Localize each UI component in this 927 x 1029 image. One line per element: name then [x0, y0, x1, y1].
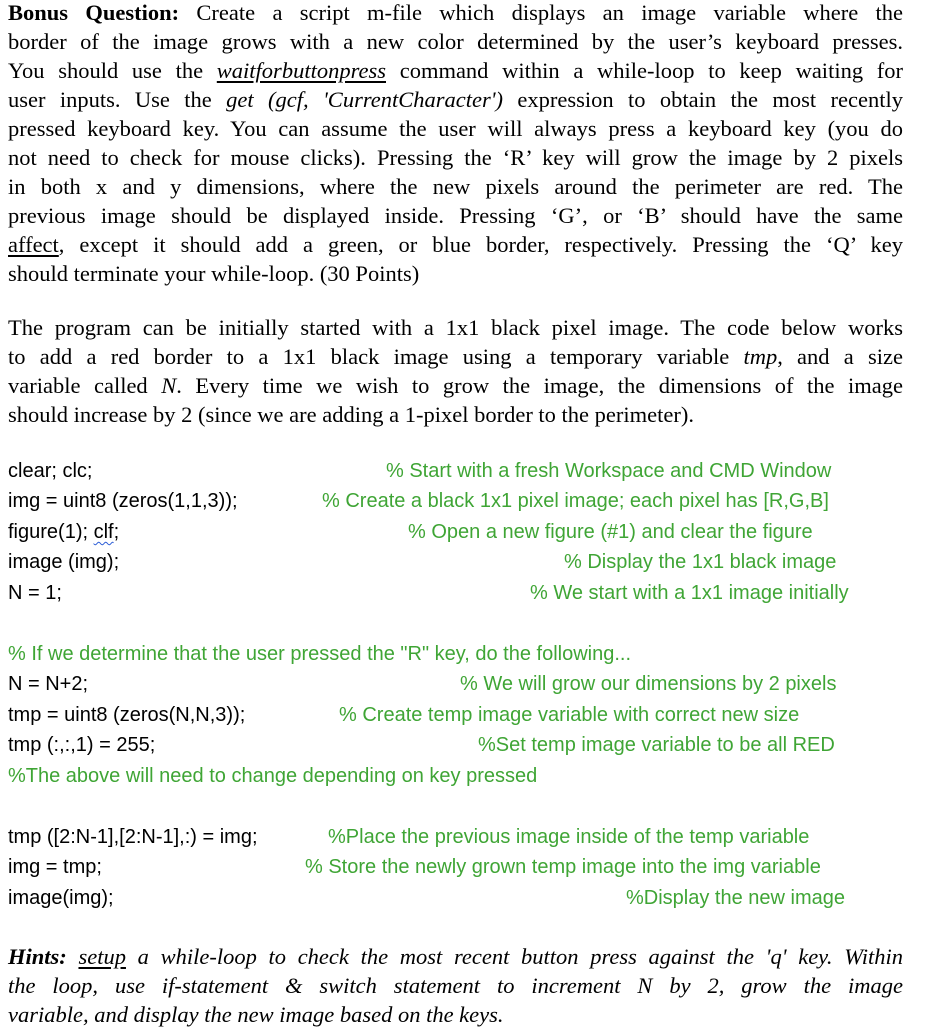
bonus-question-paragraph [8, 0, 903, 288]
code-block-place-image [8, 822, 903, 913]
code-text: figure(1); clf; [8, 520, 120, 543]
code-block-r-key [8, 639, 903, 791]
code-text: tmp (:,:,1) = 255; [8, 734, 156, 757]
waitforbuttonpress-term: waitforbuttonpress [216, 58, 386, 83]
intro-line-2: to add a red border to a 1x1 black image using a temporary variable tmp, and a size [8, 344, 903, 369]
code-text: N = 1; [8, 581, 62, 604]
code-row [8, 456, 903, 486]
code-comment: %Set temp image variable to be all RED [478, 734, 835, 757]
bonus-line-10: should terminate your while-loop. (30 Points) [8, 261, 420, 286]
intro-paragraph [8, 313, 903, 429]
bonus-line-7: in both x and y dimensions, where the new pixels around the perimeter are red. The [8, 174, 903, 199]
intro-line-1: The program can be initially started with a 1x1 black pixel image. The code below works [8, 315, 903, 340]
code-row [8, 547, 903, 577]
hints-line-2: the loop, use if-statement & switch statement to increment N by 2, grow the image [8, 973, 903, 998]
code-comment: % If we determine that the user pressed the "R" key, do the following... [8, 643, 632, 665]
code-comment: %Place the previous image inside of the temp variable [328, 826, 810, 848]
bonus-line-5: pressed keyboard key. You can assume the user will always press a keyboard key (you do [8, 116, 903, 141]
tmp-variable: tmp [743, 344, 778, 369]
code-comment: % Start with a fresh Workspace and CMD Window [386, 460, 832, 482]
code-comment: % We start with a 1x1 image initially [530, 581, 849, 604]
affect-word: affect [8, 232, 59, 257]
n-variable: N [161, 373, 177, 398]
hints-paragraph [8, 942, 903, 1029]
code-block-setup [8, 456, 903, 608]
code-text: tmp = uint8 (zeros(N,N,3)); [8, 703, 246, 726]
code-text: image(img); [8, 886, 114, 909]
bonus-line-6: not need to check for mouse clicks). Pressing the ‘R’ key will grow the image by 2 pixels [8, 145, 903, 170]
clf-word: clf [93, 520, 114, 543]
code-row [8, 669, 903, 699]
code-text: tmp ([2:N-1],[2:N-1],:) = img; [8, 826, 258, 848]
hints-label: Hints: [8, 944, 67, 969]
bonus-question-label: Bonus Question: [8, 0, 180, 25]
get-current-character-expression: get (gcf, 'CurrentCharacter') [226, 87, 504, 112]
code-comment: % Store the newly grown temp image into the img variable [305, 856, 821, 879]
bonus-line-4: user inputs. Use the get (gcf, 'CurrentCharacter') expression to obtain the most recently [8, 87, 904, 112]
code-row [8, 761, 903, 791]
code-text: clear; clc; [8, 460, 93, 482]
bonus-line-1: Bonus Question: Create a script m-file which displays an image variable where the [8, 0, 903, 25]
bonus-line-8: previous image should be displayed inside. Pressing ‘G’, or ‘B’ should have the same [8, 203, 903, 228]
code-comment: % Create a black 1x1 pixel image; each pixel has [R,G,B] [322, 490, 829, 513]
code-text: img = uint8 (zeros(1,1,3)); [8, 490, 238, 513]
code-row [8, 730, 903, 760]
code-text: N = N+2; [8, 673, 89, 696]
code-comment: %Display the new image [626, 886, 845, 909]
code-comment: % Display the 1x1 black image [564, 551, 837, 574]
code-row [8, 517, 903, 547]
code-comment: % Open a new figure (#1) and clear the figure [408, 520, 813, 543]
code-row [8, 883, 903, 913]
code-row [8, 822, 903, 852]
code-text: img = tmp; [8, 856, 102, 879]
hints-line-1: Hints: setup a while-loop to check the most recent button press against the 'q' key. Within [8, 944, 903, 969]
hints-line-3: variable, and display the new image based on the keys. [8, 1002, 504, 1027]
code-row [8, 486, 903, 516]
intro-line-3: variable called N. Every time we wish to grow the image, the dimensions of the image [8, 373, 904, 398]
code-comment: %The above will need to change depending on key pressed [8, 764, 538, 787]
setup-word: setup [78, 944, 126, 969]
bonus-line-9: affect, except it should add a green, or blue border, respectively. Pressing the ‘Q’ key [8, 232, 903, 257]
code-text: image (img); [8, 551, 120, 574]
code-comment: % We will grow our dimensions by 2 pixels [460, 673, 837, 696]
code-row [8, 700, 903, 730]
code-comment: % Create temp image variable with correct new size [339, 703, 800, 726]
code-row [8, 852, 903, 882]
bonus-line-2: border of the image grows with a new color determined by the user’s keyboard presses. [8, 29, 903, 54]
code-row [8, 639, 903, 669]
intro-line-4: should increase by 2 (since we are adding a 1-pixel border to the perimeter). [8, 402, 694, 427]
bonus-line-3: You should use the waitforbuttonpress command within a while-loop to keep waiting for [8, 58, 904, 83]
code-row [8, 578, 903, 608]
